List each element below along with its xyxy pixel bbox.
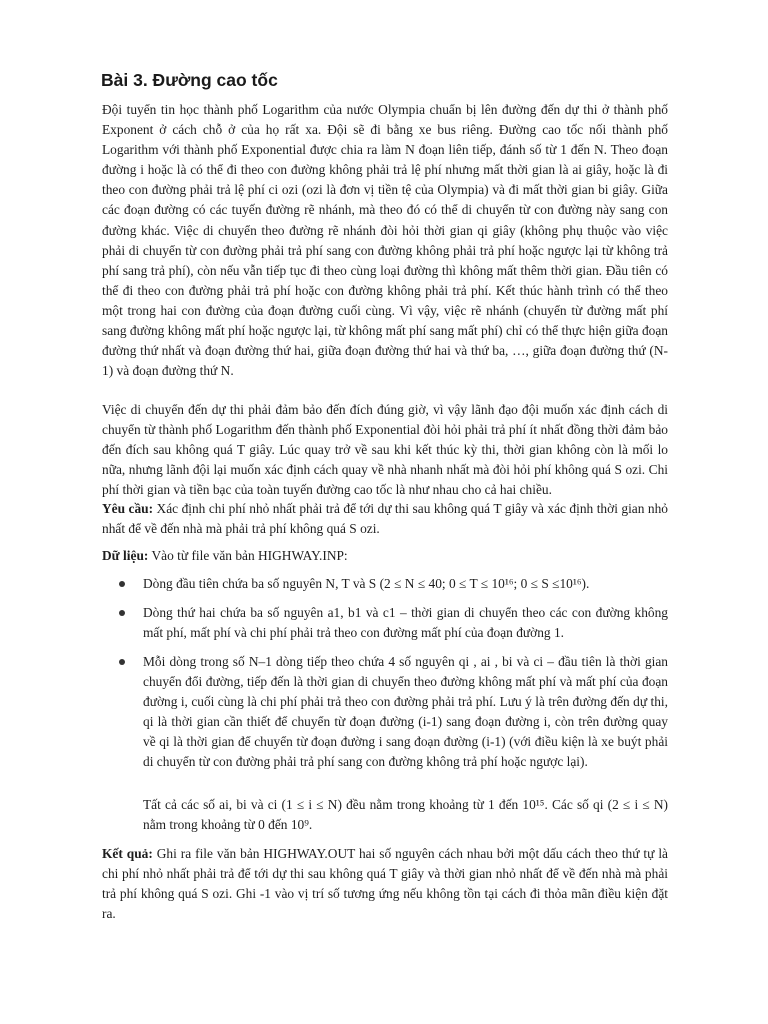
problem-title: Bài 3. Đường cao tốc [101,70,278,90]
bullet-icon [119,659,125,665]
requirement-paragraph [102,499,668,544]
list-item [102,603,668,643]
problem-body [102,100,668,924]
list-item [102,652,668,786]
list-item-text: Tất cả các số ai, bi và ci (1 ≤ i ≤ N) đều nằm trong khoảng từ 1 đến 10¹⁵. Các số qi (2 ≤ i ≤ N) nằm trong khoảng từ 0 đến 10⁹. [143,797,668,833]
requirement-text: Xác định chi phí nhỏ nhất phải trả để tới dự thi sau không quá T giây và xác định thời gian nhỏ nhất để về đến nhà mà phải trả phí không quá S ozi. [102,501,668,537]
output-paragraph [102,844,668,924]
input-format-list [102,574,668,835]
bullet-icon [119,581,125,587]
requirement-label: Yêu cầu: [102,501,154,516]
output-label: Kết quả: [102,846,153,861]
list-item-text: Dòng đầu tiên chứa ba số nguyên N, T và S (2 ≤ N ≤ 40; 0 ≤ T ≤ 10¹⁶; 0 ≤ S ≤10¹⁶). [143,576,590,591]
list-item [102,574,668,594]
list-item-continuation [102,795,668,835]
second-paragraph: Việc di chuyển đến dự thi phải đảm bảo đến đích đúng giờ, vì vậy lãnh đạo đội muốn xác định cách di chuyển từ thành phố Logarithm đến thành phố Exponential đòi hỏi phải trả phí ít nhất đồng thời đảm bảo đến đích sau không quá T giây. Lúc quay trở về sau khi kết thúc kỳ thi, thời gian không còn là mối lo nữa, nhưng lãnh đội lại muốn xác định cách quay về nhà nhanh nhất mà đòi hỏi phí không quá S ozi. Chi phí thời gian và tiền bạc của toàn tuyến đường cao tốc là như nhau cho cả hai chiều. [102,402,668,498]
output-text: Ghi ra file văn bản HIGHWAY.OUT hai số nguyên cách nhau bởi một dấu cách theo thứ tự là chi phí nhỏ nhất phải trả để tới dự thi sau không quá T giây và thời gian nhỏ nhất để về đến nhà mà phải trả phí không quá S ozi. Ghi -1 vào vị trí số tương ứng nếu không tồn tại cách đi thỏa mãn điều kiện đặt ra. [102,846,668,922]
list-item-text: Dòng thứ hai chứa ba số nguyên a1, b1 và c1 – thời gian di chuyển theo các con đường không mất phí, mất phí và chi phí phải trả theo con đường mất phí của đoạn đường 1. [143,605,668,641]
input-text: Vào từ file văn bản HIGHWAY.INP: [151,548,348,563]
bullet-icon [119,610,125,616]
intro-paragraph: Đội tuyển tin học thành phố Logarithm của nước Olympia chuẩn bị lên đường đến dự thi ở thành phố Exponent ở cách chỗ ở của họ rất xa. Đội sẽ đi bằng xe bus riêng. Đường cao tốc nối thành phố Logarithm với thành phố Exponential được chia ra làm N đoạn liên tiếp, đánh số từ 1 đến N. Theo đoạn đường i hoặc là có thể đi theo con đường không phải trả lệ phí nhưng mất thời gian là ai giây, hoặc là đi theo con đường phải trả lệ phí ci ozi (ozi là đơn vị tiền tệ của Olympia) và đi mất thời gian bi giây. Giữa các đoạn đường có các tuyến đường rẽ nhánh, mà theo đó có thể di chuyển từ con đường này sang con đường khác. Việc di chuyển theo đường rẽ nhánh đòi hỏi thời gian qi giây (không phụ thuộc vào việc phải di chuyển từ con đường phải trả phí sang con đường không phải trả phí hoặc ngược lại từ không trả phí sang trả phí), còn nếu vẫn tiếp tục đi theo cùng loại đường thì không mất thêm thời gian. Đầu tiên có thể đi theo con đường phải trả phí hoặc con đường không phải trả phí. Kết thúc hành trình có thể theo một trong hai con đường của đoạn đường cuối cùng. Vì vậy, việc rẽ nhánh (chuyển từ đường mất phí sang đường không mất phí hoặc ngược lại, từ không mất phí sang mất phí) chỉ có thể thực hiện giữa đoạn đường thứ nhất và đoạn đường thứ hai, giữa đoạn đường thứ hai và thứ ba, …, giữa đoạn đường thứ (N-1) và đoạn đường thứ N. [102,102,668,379]
list-item-text: Mỗi dòng trong số N–1 dòng tiếp theo chứa 4 số nguyên qi , ai , bi và ci – đầu tiên là thời gian chuyển đổi đường, tiếp đến là thời gian di chuyển theo đường không mất phí và mất phí của đoạn đường i, cuối cùng là chi phí phải trả theo con đường phải trả phí. Lưu ý là trên đường đến dự thi, qi là thời gian cần thiết để chuyển từ đoạn đường (i-1) sang đoạn đường i, còn trên đường quay về qi là thời gian để chuyển từ đoạn đường i sang đoạn đường (i-1) (với điều kiện là xe buýt phải di chuyển từ con đường phải trả phí sang con đường không trả phí hoặc ngược lại). [143,654,668,770]
input-label: Dữ liệu: [102,548,149,563]
input-paragraph [102,546,668,566]
